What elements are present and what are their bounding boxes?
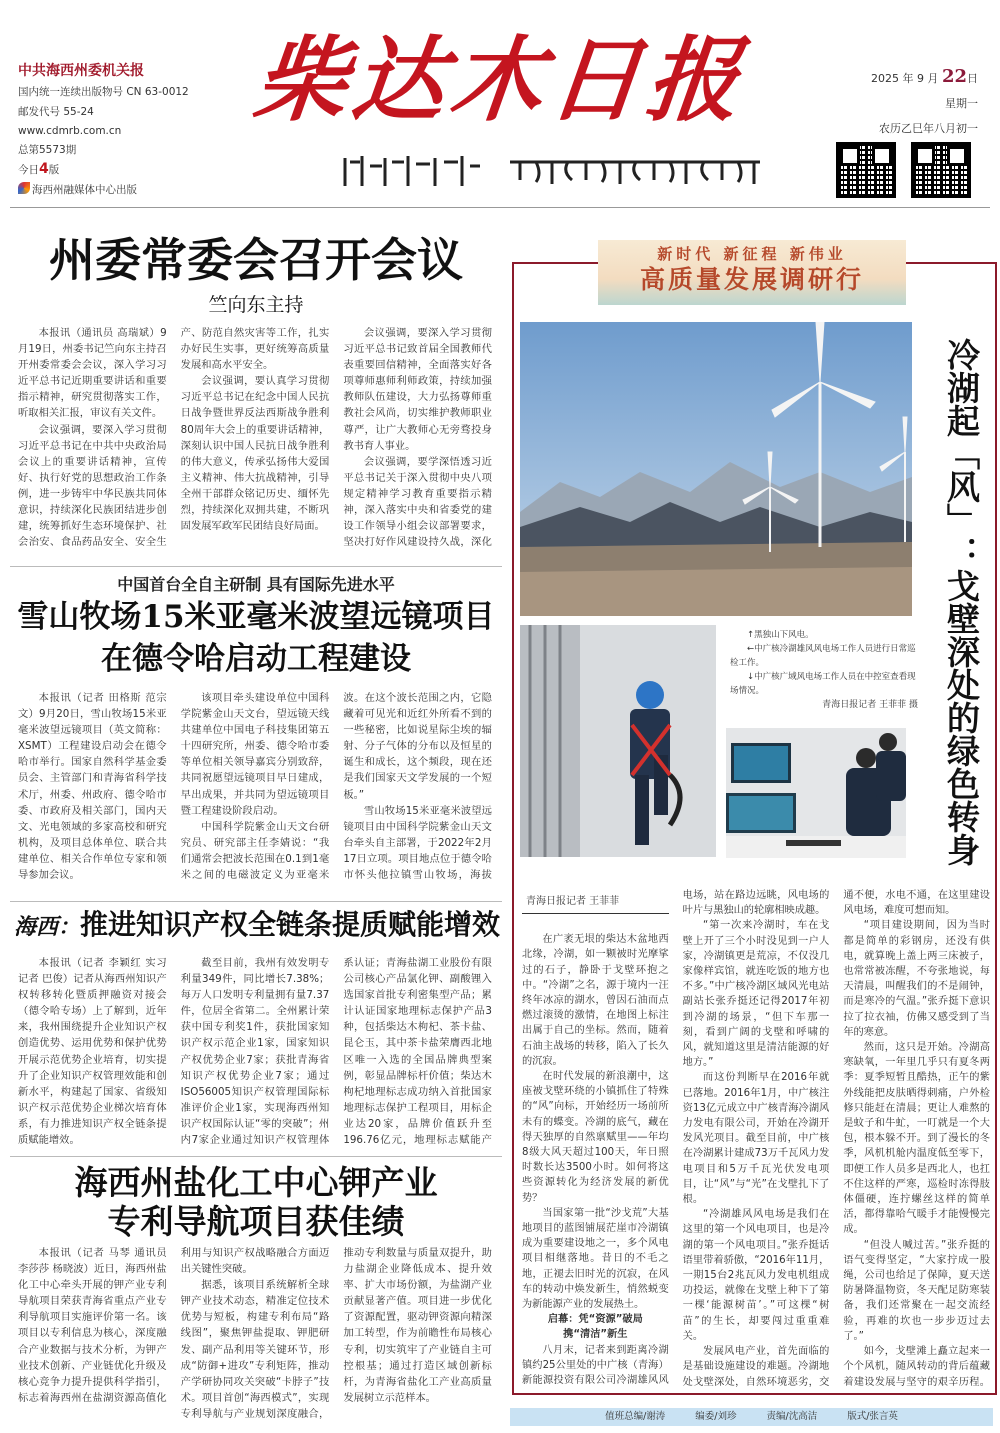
- date-suffix: 日: [967, 72, 978, 85]
- cn-number: 国内统一连续出版物号 CN 63-0012: [18, 86, 189, 99]
- article-2-kicker: 中国首台全自主研制 具有国际先进水平: [117, 575, 395, 594]
- paragraph: 会议强调，要深入学习贯彻习近平总书记致首届全国教师代表重要回信精神，全面落实好各项尊师惠师利师政策，持续加强教师队伍建设，大力弘扬尊师重教社会风尚，切实维护教师职业尊严，让广大教师心无旁骛投身教书育人事业。: [343, 327, 492, 452]
- qr-code-icon[interactable]: [911, 142, 971, 198]
- editor-credits-bar: [510, 1408, 993, 1426]
- page-count-prefix: 今日: [18, 164, 39, 177]
- paragraph: 如今，戈壁滩上矗立起来一个个风机，随风转动的背后蕴藏着建设发展与坚守的艰辛历程。: [843, 1346, 990, 1388]
- date-line: [871, 66, 978, 91]
- paragraph: 然而，这只是开始。冷湖高寒缺氧，一年里几乎只有夏冬两季：夏季短暂且酷热，正午的紫外线能把皮肤晒得刺痛，户外检修只能赶在清晨；更让人难熬的是蚊子和牛虻，一叮就是一个大包，根本躲不开。到了漫长的冬季，风机机舱内温度低至零下，即便工作人员多是西北人，也扛不住这样的严寒，巡检时冻得肢体僵硬，连拧螺丝这样的简单活，都得靠哈气暖手才能慢慢完成。: [843, 1042, 990, 1236]
- article-1-headline[interactable]: 州委常委会召开会议: [49, 233, 463, 287]
- issue-date: [871, 66, 978, 141]
- paragraph: 本报讯（记者 马琴 通讯员 李莎莎 杨晓波）近日，海西州盐化工中心牵头开展的钾产业专利导航项目荣获青海省重点产业专利导航项目实施评价第一名。该项目以专利信息为核心，深度融合产业数据与技术分析，为钾产业技术创新、产业链优化升级及核心竞争力提升提供科学指引，标志着海西州在盐湖资源高值化利用与知识产权战略融合方面迈出关键性突破。: [18, 1247, 330, 1404]
- website-link[interactable]: www.cdmrb.com.cn: [18, 124, 122, 137]
- layout-editor: 版式/张言英: [847, 1411, 898, 1422]
- article-1-subtitle: 竺向东主持: [208, 294, 304, 316]
- article-2-headline-line1[interactable]: 雪山牧场15米亚毫米波望远镜项目: [17, 599, 495, 635]
- feature-subhead-line1: 启幕：凭“资源”破局: [547, 1314, 643, 1326]
- paragraph: 中国科学院紫金山天文台研究员、研究部主任李婧说：“我们通常会把波长范围在0.1到1毫米之间的电磁波定义为亚毫米波。在这个波长范围之内，它隐藏着可见光和近红外所看不到的一些秘密，比如说星际尘埃的辐射、分子气体的分布以及恒星的诞生和成长，这个频段，现在还是我们国家天文学发展的一个短板。”: [180, 692, 492, 882]
- organ-label: 中共海西州委机关报: [18, 63, 144, 79]
- chief-editor: 值班总编/谢涛: [605, 1411, 666, 1422]
- publisher-label: 海西州融媒体中心出版: [32, 183, 137, 196]
- feature-body: [522, 888, 990, 1390]
- paragraph: 会议强调，要学深悟透习近平总书记关于深入贯彻中央八项规定精神学习教育重要指示精神，深入落实中央和省委党的建设工作领导小组会议部署要求，坚决打好作风建设持久战，深化: [343, 455, 492, 549]
- photo-caption: ↑黑独山下风电。: [747, 630, 814, 640]
- newspaper-logo: 柴达木日报: [249, 26, 751, 134]
- feature-byline: 青海日报记者 王菲菲: [522, 888, 669, 914]
- article-3-body: [18, 955, 492, 1151]
- article-2-headline-line2[interactable]: 在德令哈启动工程建设: [101, 641, 411, 677]
- article-3-title: 推进知识产权全链条提质赋能增效: [80, 908, 501, 941]
- photo-control-room[interactable]: [726, 728, 906, 858]
- photo-caption: ↓中广核广域风电场工作人员在中控室查看现场情况。: [730, 672, 916, 696]
- paragraph: 而这份判断早在2016年就已落地。2016年1月，中广核注资13亿元成立中广核青海冷湖风力发电有限公司，开始在冷湖开发风光项目。截至目前，中广核在冷湖累计建成73万千瓦风力发电项目和5万千瓦光伏发电项目，让“风”与“光”在戈壁扎下了根。: [682, 1072, 830, 1206]
- lunar-date: 农历乙巳年八月初一: [879, 122, 978, 135]
- feature-headline[interactable]: 冷湖起「风」：戈壁深处的绿色转身: [942, 338, 981, 866]
- article-1-body: [18, 325, 492, 561]
- paragraph: “但没人喊过苦。”张乔挺的语气变得坚定，“大家拧成一股绳，公司也给足了保障，夏天送防暑降温物资，冬天配足防寒装备，我们还常聚在一起交流经验，再难的坎也一步步迈过去了。”: [843, 1239, 990, 1342]
- masthead-info: [18, 62, 189, 200]
- divider: [10, 1156, 502, 1157]
- paragraph: “第一次来冷湖时，车在戈壁上开了三个小时没见到一户人家，冷湖镇更是荒凉，不仅没几家像样宾馆，就连吃饭的地方也不多。”中广核冷湖区域风光电站副站长张乔挺还记得2017年初到冷湖的场景，“但下车那一刻，看到广阔的戈壁和呼啸的风，就知道这里是清洁能源的好地方。”: [682, 920, 830, 1069]
- paragraph: “冷湖雄风风电场是我们在这里的第一个风电项目，也是冷湖的第一个风电项目。”张乔挺话语里带着骄傲，“2016年11月，一期15台2兆瓦风力发电机组成功投运，就像在戈壁上种下了第一棵‘能源树苗’。”可这棵“树苗”的生长，却要闯过重重难关。: [682, 1209, 830, 1342]
- paragraph: 本报讯（记者 李颖红 实习记者 巴俊）记者从海西州知识产权转移转化暨质押融资对接会（德令哈专场）上了解到，近年来，我州围绕提升企业知识产权创造优势、运用优势和保护优势开展示范优势企业培育，切实提升了企业知识产权管理效能和创新水平，构建起了国家、省级知识产权示范优势企业梯次培育体系，有力推进知识产权全链条提质赋能增效。: [18, 957, 167, 1147]
- article-3-headline[interactable]: [14, 909, 500, 941]
- postal-code: 邮发代号 55-24: [18, 105, 94, 118]
- paragraph: 据悉，该项目系统解析全球钾产业技术动态，精准定位技术优势与短板，构建专利布局“路线图”，聚焦钾盐提取、钾肥研发、副产品利用等关键环节，形成“防御+进攻”专利矩阵，推动产学研协同攻关突破“卡脖子”技术。项目首创“海西模式”，实现专利导航与产业规划深度融合，推动专利数量与质量双提升，助力盐湖企业降低成本、提升效率、扩大市场份额，为盐湖产业贡献显著产值。项目进一步优化了资源配置，驱动钾资源向精深加工转型，作为前瞻性布局核心专利，切实筑牢了产业链自主可控根基；通过打造区域创新标杆，为青海省盐化工产业高质量发展树立示范样本。: [180, 1247, 492, 1420]
- feature-subhead-line2: 携“清洁”新生: [563, 1329, 628, 1341]
- feature-paragraphs-a: [522, 932, 669, 1312]
- feature-subhead: [522, 1312, 669, 1342]
- photo-wind-turbines-landscape[interactable]: [520, 322, 912, 616]
- date-day: 22: [941, 66, 967, 87]
- photo-turbine-inspection[interactable]: [520, 625, 716, 857]
- article-4-headline-line2[interactable]: 专利导航项目获佳绩: [107, 1202, 405, 1241]
- photo-captions: [730, 628, 918, 712]
- editorial-member: 编委/刘珍: [695, 1411, 737, 1422]
- banner-column-title: 高质量发展调研行: [639, 264, 864, 294]
- divider: [10, 901, 502, 902]
- article-4-headline-line1[interactable]: 海西州盐化工中心钾产业: [74, 1163, 438, 1202]
- paragraph: 本报讯（记者 田格斯 范宗文）9月20日，雪山牧场15米亚毫米波望远镜项目（英文简称：XSMT）工程建设启动会在德令哈市举行。国家自然科学基金委员会、主管部门和青海省科学技术厅，州委、州政府、德令哈市委、市政府及相关部门，国内天文、光电领域的多家高校和研究机构，及项目总体单位、联合共建单位、相关合作单位专家和领导参加会议。: [18, 692, 167, 882]
- paragraph: 当国家第一批“沙戈荒”大基地项目的蓝图铺展茫崖市冷湖镇成为重要建设地之一，多个风电项目相继落地。昔日的不毛之地，正褪去旧时光的沉寂，在风车的转动中焕发新生，悄然蜕变为新能源产业的发展热土。: [522, 1207, 669, 1311]
- photo-caption: ←中广核冷湖雄风风电场工作人员进行日常巡检工作。: [730, 644, 916, 668]
- paragraph: 会议强调，要深入学习贯彻习近平总书记在中共中央政治局会议上的重要讲话精神，宣传好、执行好党的思想政治工作条例，进一步铸牢中华民族共同体意识，持续深化民族团结进步创建，统筹抓好生态环境保护、社会治安、食品药品安全、安全生产、防范自然灾害等工作，扎实办好民生实事，更好统筹高质量发展和高水平安全。: [18, 327, 330, 549]
- issue-number: 总第5573期: [18, 144, 77, 157]
- paragraph: 在广袤无垠的柴达木盆地西北缘，冷湖，如一颗被时光摩挲过的石子，静卧于戈壁环抱之中。“冷湖”之名，源于境内一汪终年冰凉的湖水，曾因石油而点燃过滚烫的激情，在地图上标注出属于自己的坐标。然而，随着石油主战场的转移，陷入了长久的沉寂。: [522, 934, 669, 1067]
- banner-slogan: 新时代 新征程 新伟业: [657, 245, 847, 263]
- photo-credit: 青海日报记者 王菲菲 摄: [822, 700, 918, 710]
- publisher: [18, 181, 189, 200]
- paragraph: 雪山牧场15米亚毫米波望远镜项目由中国科学院紫金山天文台牵头自主部署，于2022年2月17日立项。项目地点位于德令哈市怀头他拉镇雪山牧场，海拔: [343, 804, 492, 882]
- article-2-body: [18, 690, 492, 898]
- paragraph: 会议强调，要认真学习贯彻习近平总书记在纪念中国人民抗日战争暨世界反法西斯战争胜利80周年大会上的重要讲话精神，深刻认识中国人民抗日战争胜利的伟大意义，传承弘扬伟大爱国主义精神、伟大抗战精神，引导全州干部群众铭记历史、缅怀先烈，持续深化双拥共建，不断巩固发展军政军民团结良好局面。: [180, 375, 330, 533]
- qr-code-icon[interactable]: [836, 142, 896, 198]
- divider: [10, 566, 502, 567]
- feature-banner: [598, 240, 906, 305]
- page-count-number: 4: [39, 161, 49, 178]
- paragraph: 发展风电产业，首先面临的是基础设施建设的难题。冷湖地处戈壁深处，自然环境恶劣，交通不便，水电不通，在这里建设风电场，难度可想而知。: [682, 890, 990, 1388]
- mongolian-tibetan-title-script: [340, 148, 770, 193]
- article-3-prefix: 海西：: [14, 914, 81, 940]
- paragraph: “项目建设期间，因为当时都是简单的彩钢房，还没有供电，就算晚上盖上两三床被子，也常常被冻醒，不夸张地说，每天清晨，叫醒我们的不是闹钟，而是寒冷的气温。”张乔挺下意识拉了拉衣袖，仿佛又感受到了当年的寒意。: [843, 920, 990, 1038]
- paragraph: 在时代发展的新浪潮中，这座被戈壁环绕的小镇抓住了特殊的“风”向标，开始经历一场前所未有的蝶变。冷湖的底气，藏在得天独厚的自然禀赋里——年均8级大风天超过100天，年日照时数长达3500小时。如何将这些资源转化为经济发展的新优势？: [522, 1071, 669, 1204]
- paragraph: 截至目前，我州有效发明专利量349件，同比增长7.38%；每万人口发明专利量拥有量7.37件，位居全省第二。全州累计荣获中国专利奖1件，获批国家知识产权示范企业1家，国家知识产权优势企业7家；获批青海省知识产权优势企业7家；通过ISO56005知识产权管理国际标准评价企业1家，实现海西州知识产权国际认证“零的突破”；州内7家企业通过知识产权管理体系认证；青海盐湖工业股份有限公司核心产品氯化钾、副酸锂入选国家首批专利密集型产品；累计认证国家地理标志保护产品3种，包括柴达木枸杞、茶卡盐、昆仑玉，其中茶卡盐荣膺西北地区唯一入选的全国品牌典型案例，彰显品牌标杆价值；柴达木枸杞地理标志成功纳入首批国家地理标志保护工程项目，用标企业达20家，品牌价值跃升至196.76亿元，地理标志赋能产: [180, 957, 492, 1147]
- paragraph: 该项目牵头建设单位中国科学院紫金山天文台，望远镜天线共建单位中国电子科技集团第五十四研究所，州委、德令哈市委等单位相关领导嘉宾分别致辞，共同祝愿望远镜项目早日建成，早出成果，并共同为望远镜项目暨工程建设阶段启动。: [180, 692, 330, 817]
- paragraph: 本报讯（通讯员 高瑞斌）9月19日，州委书记竺向东主持召开州委常委会会议，深入学习习近平总书记近期重要讲话和重要指示精神，研究贯彻落实工作，听取相关汇报，审议有关文件。: [18, 327, 167, 420]
- page-count: [18, 160, 189, 180]
- masthead-divider: [10, 207, 990, 208]
- paragraph: 八月末，记者来到距离冷湖镇约25公里处的中广核（青海）新能源投资有限公司冷湖雄风风电场，站在路边远眺，风电场的叶片与黑独山的轮廓相映成趣。: [522, 890, 830, 1387]
- weekday: 星期一: [945, 97, 978, 110]
- responsible-editor: 责编/沈高洁: [766, 1411, 818, 1422]
- page-count-suffix: 版: [48, 164, 60, 177]
- date-prefix: 2025 年 9 月: [870, 72, 942, 85]
- publisher-logo-icon: [18, 182, 30, 194]
- article-4-body: [18, 1245, 492, 1433]
